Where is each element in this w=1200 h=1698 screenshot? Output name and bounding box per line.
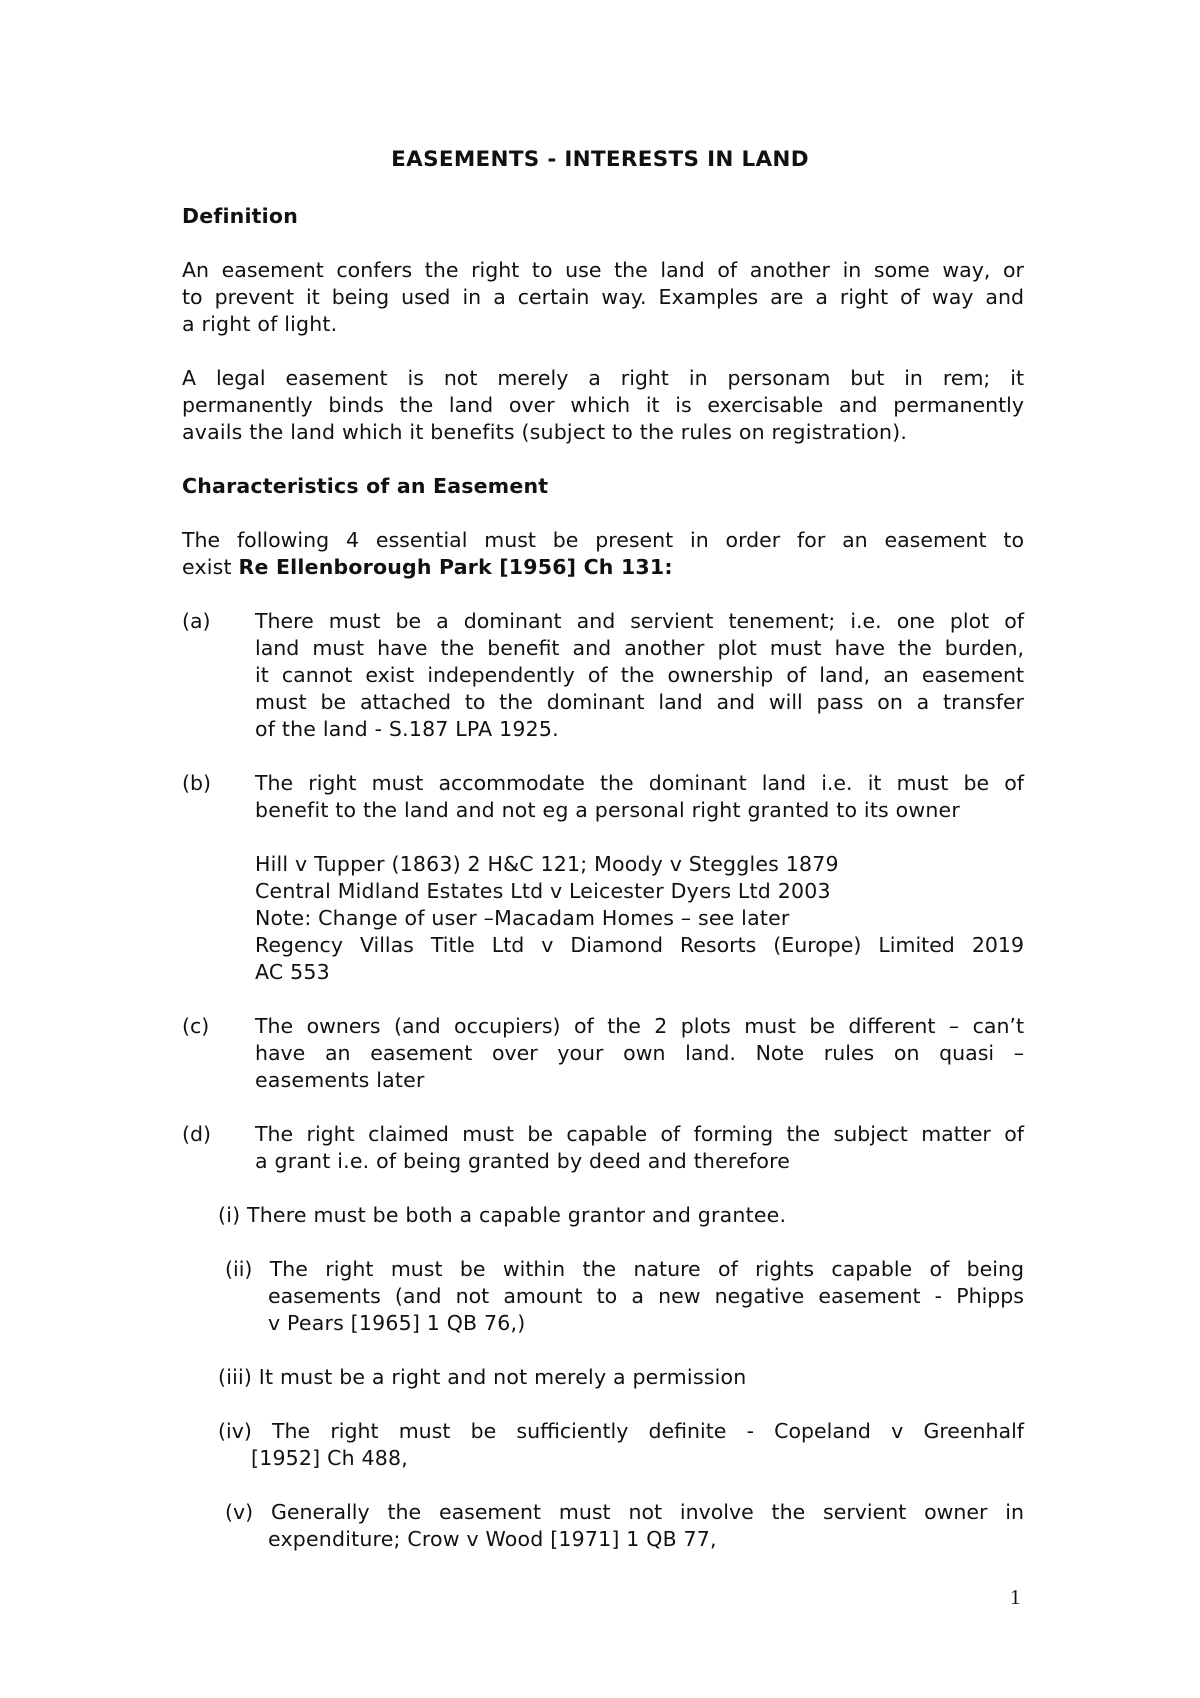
item-marker: (c) <box>182 1014 210 1038</box>
case-citation: Re Ellenborough Park [1956] Ch 131: <box>238 555 673 579</box>
definition-para2-line: permanently binds the land over which it is exercisable and permanently <box>182 393 1024 417</box>
subitem-ii-line: (ii) The right must be within the nature of rights capable of being <box>225 1257 1024 1281</box>
case-citation: Note: Change of user –Macadam Homes – see later <box>255 906 790 930</box>
definition-para1-line: An easement confers the right to use the land of another in some way, or <box>182 258 1024 282</box>
definition-para2-line: avails the land which it benefits (subject to the rules on registration). <box>182 420 908 444</box>
subitem-i: (i) There must be both a capable grantor and grantee. <box>218 1203 787 1227</box>
item-marker: (b) <box>182 771 212 795</box>
item-a-line: of the land - S.187 LPA 1925. <box>255 717 559 741</box>
item-marker: (d) <box>182 1122 212 1146</box>
characteristics-intro-line <box>182 554 673 581</box>
item-c-line: easements later <box>255 1068 425 1092</box>
characteristics-intro-line: The following 4 essential must be present in order for an easement to <box>182 528 1024 552</box>
case-citation: Regency Villas Title Ltd v Diamond Resorts (Europe) Limited 2019 <box>255 933 1024 957</box>
item-a-line: must be attached to the dominant land and will pass on a transfer <box>255 690 1024 714</box>
definition-para1-line: to prevent it being used in a certain way. Examples are a right of way and <box>182 285 1024 309</box>
definition-para2-line: A legal easement is not merely a right in personam but in rem; it <box>182 366 1024 390</box>
item-d-line: a grant i.e. of being granted by deed and therefore <box>255 1149 791 1173</box>
item-c-line: have an easement over your own land. Note rules on quasi – <box>255 1041 1024 1065</box>
item-b-line: benefit to the land and not eg a personal right granted to its owner <box>255 798 960 822</box>
subitem-v-line: (v) Generally the easement must not involve the servient owner in <box>225 1500 1024 1524</box>
subitem-v-line: expenditure; Crow v Wood [1971] 1 QB 77, <box>268 1527 717 1551</box>
characteristics-heading: Characteristics of an Easement <box>182 474 549 498</box>
item-a-line: it cannot exist independently of the ownership of land, an easement <box>255 663 1024 687</box>
subitem-iii: (iii) It must be a right and not merely a permission <box>218 1365 747 1389</box>
case-citation: Central Midland Estates Ltd v Leicester Dyers Ltd 2003 <box>255 879 831 903</box>
definition-para1-line: a right of light. <box>182 312 338 336</box>
case-citation: Hill v Tupper (1863) 2 H&C 121; Moody v Steggles 1879 <box>255 852 839 876</box>
subitem-ii-line: easements (and not amount to a new negative easement - Phipps <box>268 1284 1024 1308</box>
subitem-ii-line: v Pears [1965] 1 QB 76,) <box>268 1311 526 1335</box>
definition-heading: Definition <box>182 204 298 228</box>
intro-prefix: exist <box>182 555 239 579</box>
page-title: EASEMENTS - INTERESTS IN LAND <box>391 147 809 172</box>
item-a-line: land must have the benefit and another plot must have the burden, <box>255 636 1024 660</box>
item-b-line: The right must accommodate the dominant land i.e. it must be of <box>255 771 1024 795</box>
item-c-line: The owners (and occupiers) of the 2 plots must be different – can’t <box>255 1014 1024 1038</box>
subitem-iv-line: [1952] Ch 488, <box>251 1446 408 1470</box>
item-a-line: There must be a dominant and servient tenement; i.e. one plot of <box>255 609 1024 633</box>
item-d-line: The right claimed must be capable of forming the subject matter of <box>255 1122 1024 1146</box>
page-number: 1 <box>1010 1585 1021 1609</box>
case-citation: AC 553 <box>255 960 330 984</box>
subitem-iv-line: (iv) The right must be sufficiently definite - Copeland v Greenhalf <box>218 1419 1024 1443</box>
item-marker: (a) <box>182 609 211 633</box>
